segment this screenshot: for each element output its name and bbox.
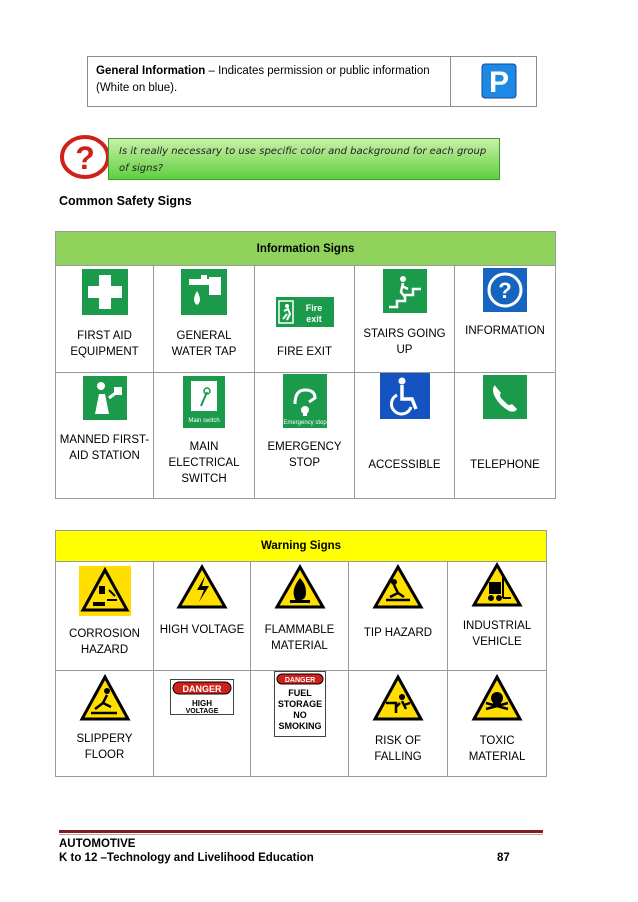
sign-cell	[56, 671, 154, 777]
sign-label: FLAMMABLE MATERIAL	[264, 624, 335, 652]
risk-of-falling-icon	[372, 673, 424, 728]
fire-exit-icon	[276, 297, 334, 332]
manned-first-aid-icon	[83, 376, 127, 425]
svg-text:SMOKING: SMOKING	[277, 721, 322, 731]
svg-text:FUEL: FUEL	[287, 688, 312, 698]
sign-cell	[455, 266, 556, 373]
first-aid-icon	[82, 269, 128, 320]
sign-label: FIRE EXIT	[277, 346, 332, 358]
sign-cell	[56, 373, 154, 499]
sign-cell	[154, 671, 251, 777]
svg-text:Main switch: Main switch	[188, 418, 220, 424]
sign-cell	[349, 562, 448, 671]
telephone-icon	[483, 375, 527, 424]
parking-sign-icon	[481, 63, 517, 104]
footer-rule	[59, 830, 543, 833]
sign-label: SLIPPERY FLOOR	[76, 733, 133, 761]
warning-signs-table	[55, 530, 547, 777]
divider	[450, 57, 451, 106]
sign-cell	[455, 373, 556, 499]
industrial-vehicle-icon	[471, 562, 523, 613]
sign-cell	[251, 562, 349, 671]
sign-cell	[154, 373, 255, 499]
flammable-material-icon	[274, 564, 326, 615]
sign-cell	[154, 266, 255, 373]
sign-cell	[355, 373, 455, 499]
tip-hazard-icon	[372, 564, 424, 615]
page-number: 87	[497, 852, 510, 864]
general-info-description: – Indicates permission or public information (White on blue).	[96, 65, 430, 94]
svg-text:DANGER: DANGER	[284, 677, 315, 684]
svg-text:VOLTAGE: VOLTAGE	[185, 708, 219, 715]
svg-text:?: ?	[498, 278, 512, 303]
sign-cell	[355, 266, 455, 373]
section-title: Common Safety Signs	[59, 194, 192, 208]
sign-label: FIRST AID EQUIPMENT	[70, 330, 139, 358]
sign-cell	[349, 671, 448, 777]
general-info-label: General Information	[96, 65, 206, 77]
emergency-stop-icon	[283, 374, 327, 433]
information-signs-header: Information Signs	[56, 232, 556, 266]
general-info-box	[87, 56, 537, 107]
svg-text:Fire: Fire	[305, 303, 322, 313]
water-tap-icon	[181, 269, 227, 320]
svg-text:Emergency stop: Emergency stop	[282, 420, 327, 426]
sign-label: CORROSION HAZARD	[69, 628, 140, 656]
sign-label: TELEPHONE	[470, 459, 540, 471]
sign-label: TOXIC MATERIAL	[468, 735, 526, 763]
footer-subject: AUTOMOTIVE	[59, 838, 136, 850]
svg-text:STORAGE: STORAGE	[277, 699, 322, 709]
sign-cell	[448, 562, 547, 671]
svg-text:HIGH: HIGH	[192, 699, 212, 708]
svg-text:exit: exit	[305, 314, 322, 324]
sign-label: ACCESSIBLE	[368, 459, 441, 471]
accessible-icon	[380, 373, 430, 424]
svg-text:?: ?	[75, 140, 95, 176]
question-mark-icon	[60, 135, 110, 184]
danger-label: DANGER	[182, 684, 222, 694]
toxic-material-icon	[471, 673, 523, 728]
sign-label: GENERAL WATER TAP	[171, 330, 237, 358]
sign-label: MAIN ELECTRICAL SWITCH	[168, 441, 240, 485]
sign-label: EMERGENCY STOP	[267, 441, 342, 469]
sign-cell	[154, 562, 251, 671]
danger-high-voltage-icon	[170, 679, 234, 720]
main-switch-icon	[183, 376, 225, 433]
question-callout: Is it really necessary to use specific color and background for each group of signs?	[108, 138, 500, 180]
stairs-up-icon	[383, 269, 427, 318]
sign-label: INDUSTRIAL VEHICLE	[462, 620, 532, 648]
sign-cell	[448, 671, 547, 777]
information-signs-table	[55, 231, 556, 499]
slippery-floor-icon	[79, 673, 131, 728]
footer-rule-thin	[59, 834, 543, 835]
footer-course: K to 12 –Technology and Livelihood Education	[59, 852, 314, 864]
parking-sign-letter: P	[488, 66, 510, 99]
sign-label: STAIRS GOING UP	[363, 328, 446, 356]
sign-cell	[56, 266, 154, 373]
information-icon	[483, 268, 527, 317]
fuel-storage-no-smoking-icon	[274, 671, 326, 742]
corrosion-hazard-icon	[79, 566, 131, 621]
sign-cell	[255, 266, 355, 373]
sign-label: INFORMATION	[465, 325, 545, 337]
svg-text:NO: NO	[292, 710, 307, 720]
sign-label: MANNED FIRST-AID STATION	[59, 434, 150, 462]
warning-signs-header: Warning Signs	[56, 531, 547, 562]
sign-label: RISK OF FALLING	[374, 735, 422, 763]
sign-label: HIGH VOLTAGE	[159, 624, 245, 636]
sign-label: TIP HAZARD	[363, 627, 433, 639]
sign-cell	[255, 373, 355, 499]
high-voltage-icon	[176, 564, 228, 615]
sign-cell	[56, 562, 154, 671]
sign-cell	[251, 671, 349, 777]
general-info-text	[96, 63, 446, 97]
